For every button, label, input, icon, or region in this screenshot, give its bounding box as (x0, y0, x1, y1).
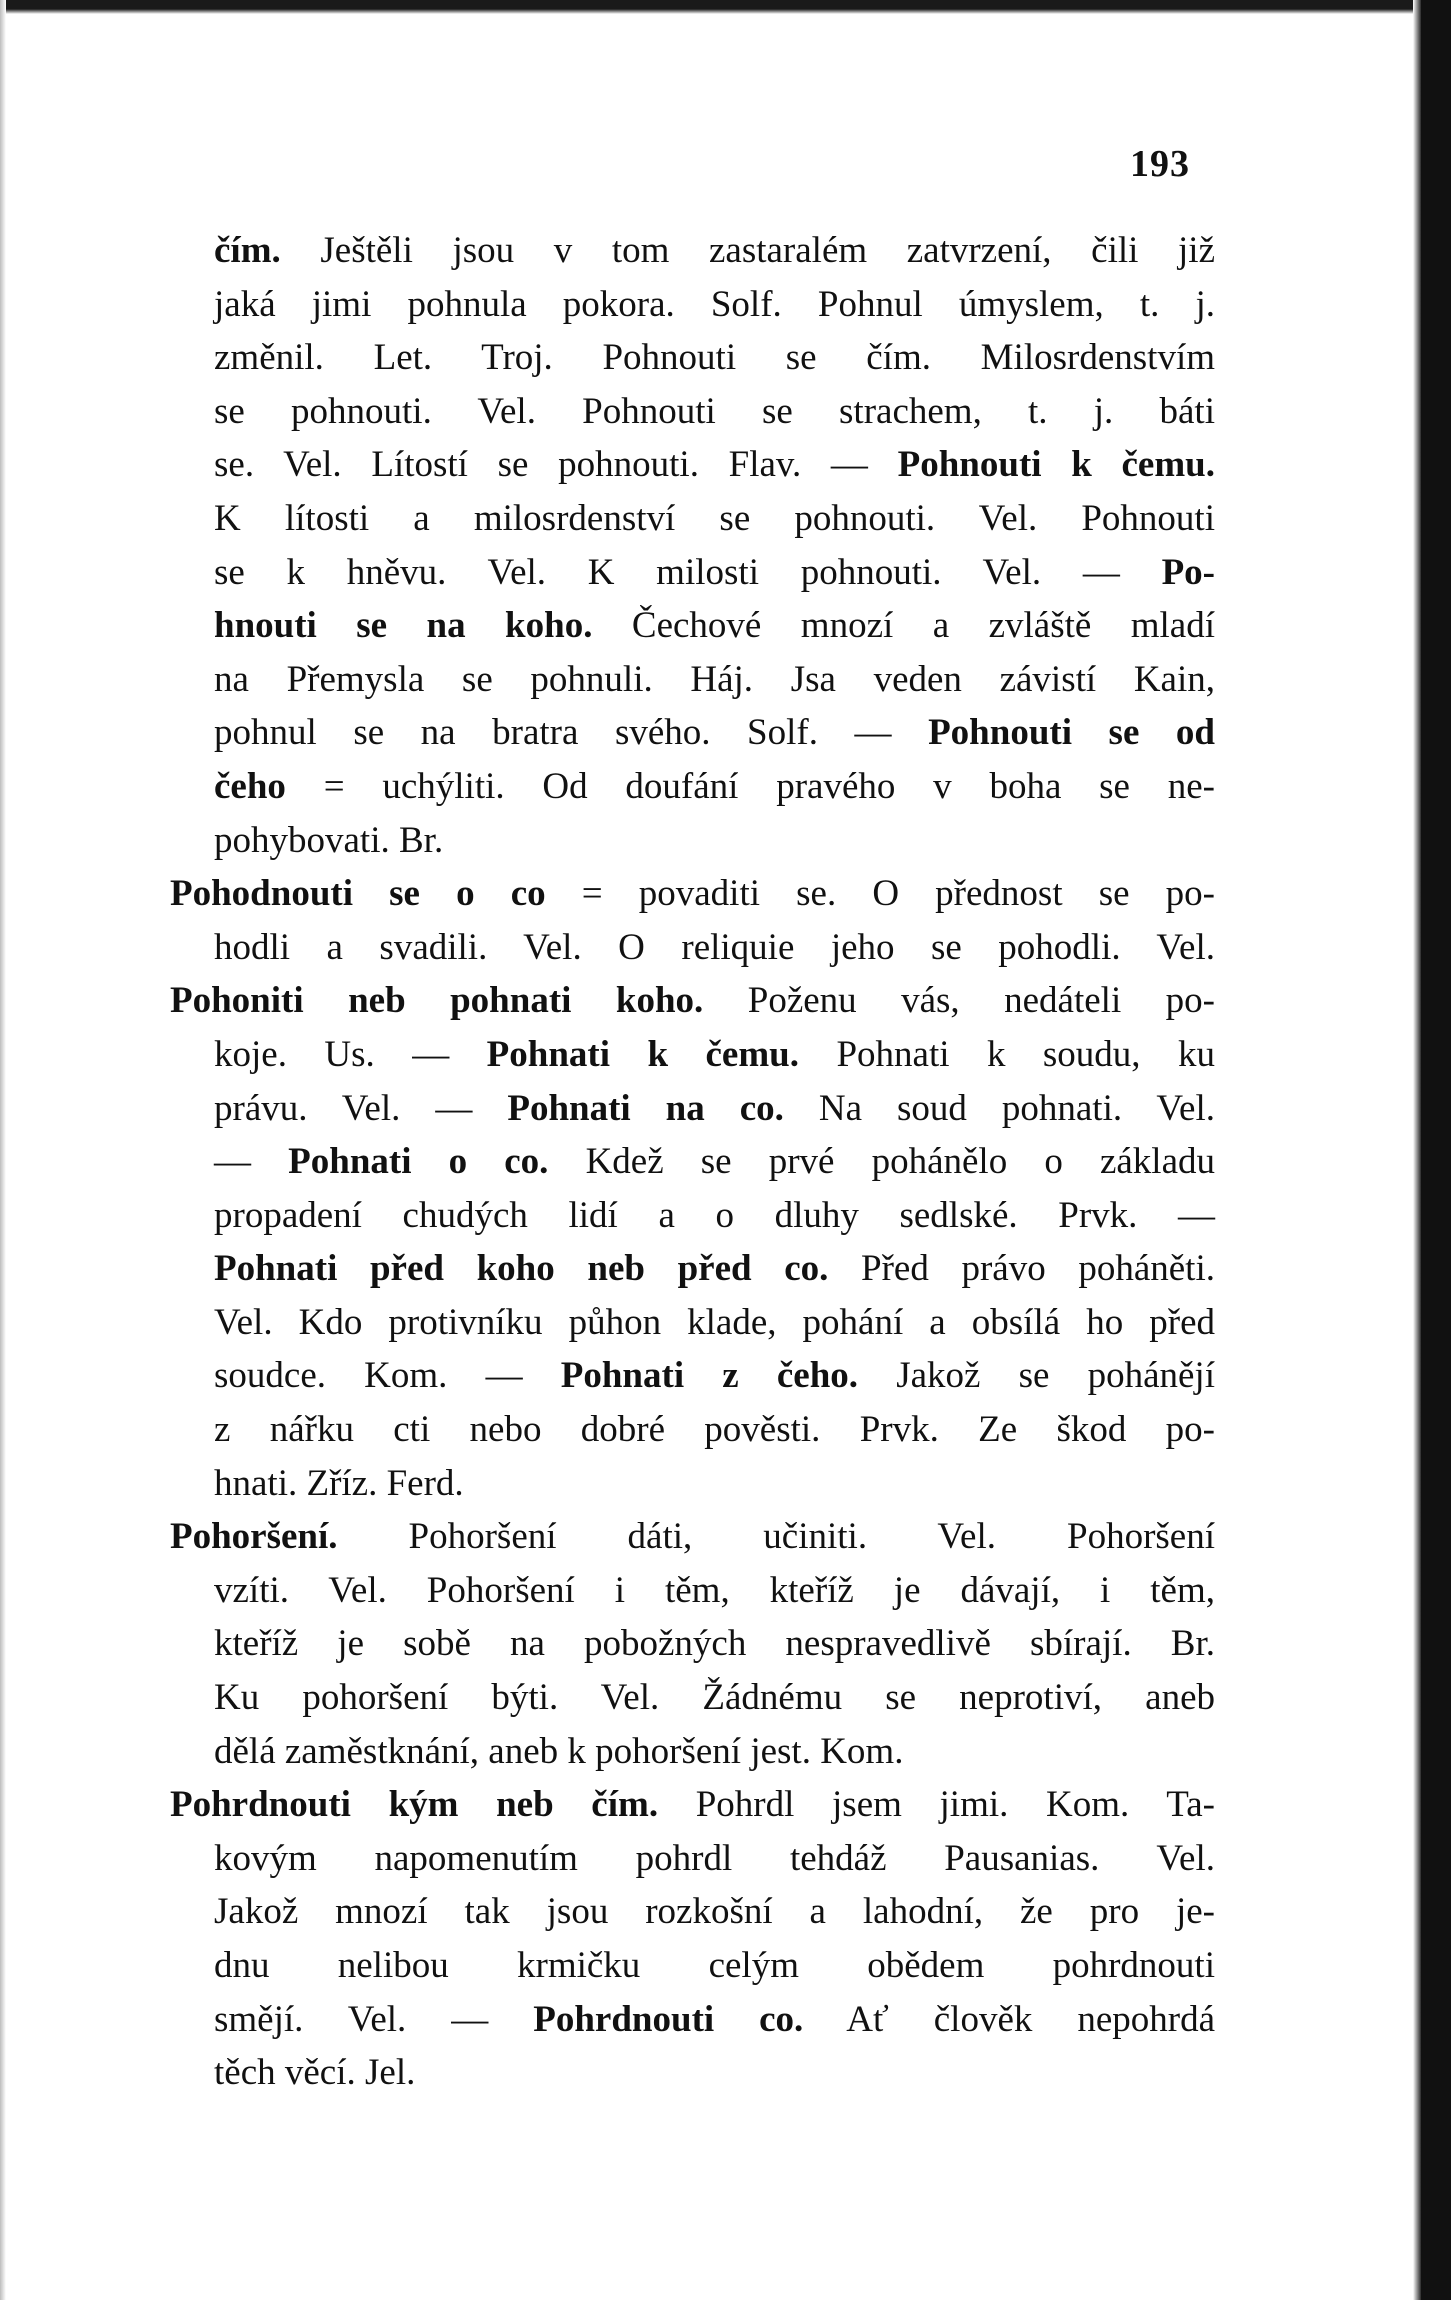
line-text: Pohoršení dáti, učiniti. Vel. Pohoršení (337, 1516, 1215, 1558)
text-line (214, 760, 1215, 814)
line-text: Ještěli jsou v tom zastaralém zatvrzení, čili již (280, 230, 1215, 271)
text-line (214, 1885, 1215, 1939)
line-text: Vel. Kdo protivníku půhon klade, pohání a obsílá ho před (214, 1301, 1215, 1343)
text-line (214, 1349, 1215, 1403)
text-line (214, 653, 1215, 707)
line-text: dělá zaměstknání, aneb k pohoršení jest. Kom. (214, 1730, 904, 1772)
text-line (214, 546, 1215, 600)
line-text: Pohnati k soudu, ku (799, 1033, 1215, 1075)
text-line (214, 331, 1215, 385)
text-line (214, 1242, 1215, 1296)
line-text: = povaditi se. O přednost se po- (545, 873, 1215, 915)
line-text: pohnul se na bratra svého. Solf. — (214, 712, 929, 754)
text-line (214, 278, 1215, 332)
line-text: hodli a svadili. Vel. O reliquie jeho se pohodli. Vel. (214, 926, 1215, 968)
line-text: právu. Vel. — (214, 1087, 508, 1129)
text-line (214, 599, 1215, 653)
text-line (170, 1778, 1215, 1832)
scan-left-edge (0, 0, 6, 2300)
line-text: se k hněvu. Vel. K milosti pohnouti. Vel. — (214, 551, 1162, 593)
line-text: — (214, 1141, 289, 1183)
line-text: Před právo poháněti. (828, 1248, 1215, 1290)
headword: Pohoršení. (170, 1516, 338, 1558)
line-text: Ať člověk nepohrdá (803, 1998, 1215, 2040)
text-line (214, 1135, 1215, 1189)
line-text: těch věcí. Jel. (214, 2052, 416, 2094)
dictionary-text-block (170, 224, 1215, 2100)
text-line (214, 1617, 1215, 1671)
line-text: se. Vel. Lítostí se pohnouti. Flav. — (214, 444, 898, 486)
text-line (214, 1403, 1215, 1457)
headword: Pohoniti neb pohnati koho. (170, 980, 704, 1022)
text-line (214, 224, 1215, 278)
headword: Pohnati před koho neb před co. (214, 1248, 829, 1290)
line-text: se pohnouti. Vel. Pohnouti se strachem, t. j. báti (214, 390, 1215, 432)
line-text: koje. Us. — (214, 1033, 487, 1075)
line-text: hnati. Zříz. Ferd. (214, 1462, 464, 1504)
text-line (214, 814, 1215, 868)
text-line (214, 438, 1215, 492)
line-text: Kdež se prvé pohánělo o základu (548, 1141, 1216, 1183)
line-text: Čechové mnozí a zvláště mladí (592, 605, 1216, 647)
headword: Pohnouti k čemu. (897, 444, 1215, 486)
text-line (214, 2046, 1215, 2100)
headword: Pohrdnouti co. (533, 1998, 804, 2040)
line-text: Jakož mnozí tak jsou rozkošní a lahodní, že pro je- (214, 1891, 1215, 1933)
line-text: kteříž je sobě na pobožných nespravedlivě sbírají. Br. (214, 1623, 1215, 1665)
scan-right-edge (1421, 0, 1451, 2300)
text-line (214, 492, 1215, 546)
text-line (214, 1296, 1215, 1350)
line-text: jaká jimi pohnula pokora. Solf. Pohnul úmyslem, t. j. (214, 283, 1215, 325)
text-line (214, 1082, 1215, 1136)
headword: Pohnouti se od (928, 712, 1215, 754)
line-text: vzíti. Vel. Pohoršení i těm, kteříž je dávají, i těm, (214, 1569, 1215, 1611)
headword: Po- (1161, 551, 1215, 593)
line-text: propadení chudých lidí a o dluhy sedlské. Prvk. — (214, 1194, 1215, 1236)
text-line (214, 385, 1215, 439)
line-text: Poženu vás, nedáteli po- (703, 980, 1215, 1022)
text-line (214, 1671, 1215, 1725)
line-text: soudce. Kom. — (214, 1355, 561, 1397)
headword: Pohnati na co. (507, 1087, 784, 1129)
headword: Pohnati k čemu. (486, 1033, 799, 1075)
text-line (170, 1510, 1215, 1564)
headword: Pohrdnouti kým neb čím. (170, 1784, 659, 1826)
text-line (214, 1832, 1215, 1886)
scan-top-edge (0, 0, 1451, 14)
page-number: 193 (1130, 143, 1190, 185)
headword: čím. (214, 230, 281, 271)
headword: čeho (214, 765, 286, 807)
line-text: pohybovati. Br. (214, 819, 444, 861)
line-text: K lítosti a milosrdenství se pohnouti. Vel. Pohnouti (214, 497, 1215, 539)
line-text: Pohrdl jsem jimi. Kom. Ta- (658, 1784, 1215, 1826)
text-line (214, 1189, 1215, 1243)
text-line (214, 706, 1215, 760)
text-line (214, 1028, 1215, 1082)
line-text: Jakož se pohánějí (858, 1355, 1215, 1397)
line-text: na Přemysla se pohnuli. Háj. Jsa veden závistí Kain, (214, 658, 1215, 700)
line-text: smějí. Vel. — (214, 1998, 534, 2040)
line-text: Ku pohoršení býti. Vel. Žádnému se neprotiví, aneb (214, 1677, 1215, 1719)
text-line (170, 867, 1215, 921)
text-line (214, 1564, 1215, 1618)
line-text: dnu nelibou krmičku celým obědem pohrdnouti (214, 1945, 1215, 1986)
text-line (214, 1993, 1215, 2047)
headword: Pohnati z čeho. (560, 1355, 859, 1397)
headword: Pohnati o co. (288, 1141, 549, 1183)
line-text: Na soud pohnati. Vel. (783, 1087, 1215, 1129)
text-line (214, 921, 1215, 975)
text-line (214, 1457, 1215, 1511)
headword: Pohodnouti se o co (170, 873, 546, 915)
headword: hnouti se na koho. (214, 605, 593, 647)
line-text: změnil. Let. Troj. Pohnouti se čím. Milosrdenstvím (214, 337, 1215, 379)
text-line (214, 1725, 1215, 1779)
line-text: = uchýliti. Od doufání pravého v boha se ne- (285, 765, 1215, 807)
line-text: kovým napomenutím pohrdl tehdáž Pausanias. Vel. (214, 1837, 1215, 1879)
line-text: z nářku cti nebo dobré pověsti. Prvk. Ze škod po- (214, 1409, 1215, 1451)
text-line (170, 974, 1215, 1028)
text-line (214, 1939, 1215, 1993)
